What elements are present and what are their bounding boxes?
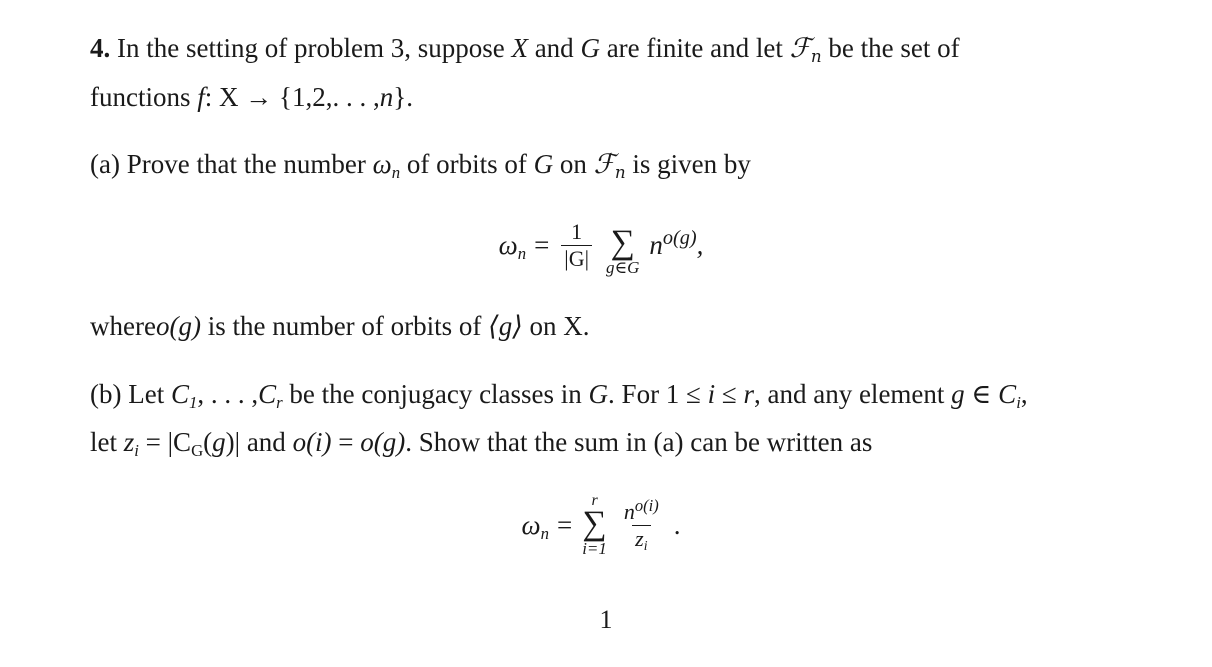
symbol-Cr: $C_r$ <box>258 379 283 413</box>
where-text-a: where <box>90 311 156 341</box>
intro-text-a: In the setting of problem 3, suppose <box>117 33 505 63</box>
part-b-line2-b: = |C <box>145 427 192 457</box>
eq1-sum-lower: g∈G <box>606 258 640 277</box>
eq2-sigma: ∑ <box>582 504 607 542</box>
eq2-trail: . <box>673 510 681 540</box>
problem-intro <box>90 24 1120 121</box>
eq2-frac-denominator: $z_i$ <box>632 525 650 552</box>
part-b-text <box>90 370 1120 466</box>
where-text-b: is the number of orbits of <box>207 311 482 341</box>
part-b-text-c: . For 1 ≤ <box>608 379 701 409</box>
symbol-f: f <box>197 82 205 112</box>
eq2-frac-numerator: $n^{o(i)}$ <box>623 495 659 524</box>
symbol-Ci: $C_i$ <box>998 379 1021 413</box>
part-b-line2-a: let <box>90 427 117 457</box>
part-a-text-c: on <box>559 149 587 179</box>
eq2-equals: = <box>556 510 573 540</box>
symbol-leq: ≤ <box>721 379 737 409</box>
part-b-dots: , . . . , <box>197 379 259 409</box>
symbol-n: n <box>379 82 394 112</box>
part-b-line2-e: = <box>338 427 354 457</box>
symbol-F: ℱ$_n$ <box>789 33 822 67</box>
symbol-G: G <box>533 149 554 179</box>
symbol-omega-n: $\omega_n$ <box>372 149 401 183</box>
intro-line2-b: : X → {1,2,. . . , <box>204 82 380 112</box>
part-b-text-d: , and any element <box>753 379 945 409</box>
symbol-G: G <box>588 379 609 409</box>
part-a-text-d: is given by <box>632 149 751 179</box>
eq2-summation <box>582 493 607 559</box>
symbol-g: g <box>951 379 965 409</box>
problem-number: 4. <box>90 33 111 63</box>
eq2-sum-lower: i=1 <box>582 538 607 558</box>
symbol-z-i: $z_i$ <box>123 427 139 461</box>
part-b-line2-d: )| and <box>225 427 286 457</box>
eq1-summation <box>606 212 639 278</box>
intro-line2-a: functions <box>90 82 191 112</box>
where-text-c: on X. <box>529 311 590 341</box>
eq2-lhs: $\omega_n$ <box>521 510 549 544</box>
part-b-comma: , <box>1020 379 1028 409</box>
symbol-in: ∈ <box>971 379 992 409</box>
eq1-lhs: $\omega_n$ <box>498 229 527 263</box>
part-b-line2-f: . Show that the sum in (a) can be written as <box>405 427 873 457</box>
symbol-g: g <box>212 427 226 457</box>
part-a-text-b: of orbits of <box>406 149 527 179</box>
symbol-C1: $C_1$ <box>170 379 198 413</box>
equation-orbit-count <box>0 200 1212 290</box>
symbol-o-g: o(g) <box>155 311 201 341</box>
symbol-G: G <box>580 33 600 63</box>
intro-and: and <box>534 33 574 63</box>
where-text <box>90 302 1120 350</box>
eq1-term: $n^{o(g)}$, <box>649 226 704 260</box>
part-b-label: (b) Let <box>90 379 165 409</box>
symbol-o-g: o(g) <box>360 427 406 457</box>
intro-text-c: be the set of <box>828 33 960 63</box>
eq1-frac-denominator: |G| <box>561 245 592 272</box>
part-b-text-b: be the conjugacy classes in <box>289 379 582 409</box>
symbol-X: X <box>511 33 528 63</box>
symbol-angle-g: ⟨g⟩ <box>488 311 523 341</box>
symbol-r: r <box>743 379 754 409</box>
symbol-F: ℱ$_n$ <box>593 149 626 183</box>
intro-text-b: are finite and let <box>606 33 783 63</box>
eq1-frac-numerator: 1 <box>571 218 583 244</box>
eq1-fraction <box>561 219 592 272</box>
part-a-label: (a) Prove that the number <box>90 149 366 179</box>
intro-line2-c: }. <box>393 82 413 112</box>
symbol-CG-sub: G <box>191 441 204 461</box>
eq1-sigma: ∑ <box>610 224 635 261</box>
symbol-i: i <box>707 379 716 409</box>
equation-conjugacy-sum <box>0 478 1212 573</box>
eq1-equals: = <box>534 229 550 260</box>
part-b-line2-c: ( <box>203 427 213 457</box>
eq2-fraction <box>621 495 662 554</box>
part-a-text <box>90 140 1120 189</box>
symbol-o-i: o(i) <box>292 427 332 457</box>
eq2-sum-upper: r <box>591 491 598 509</box>
page-number: 1 <box>599 605 613 634</box>
